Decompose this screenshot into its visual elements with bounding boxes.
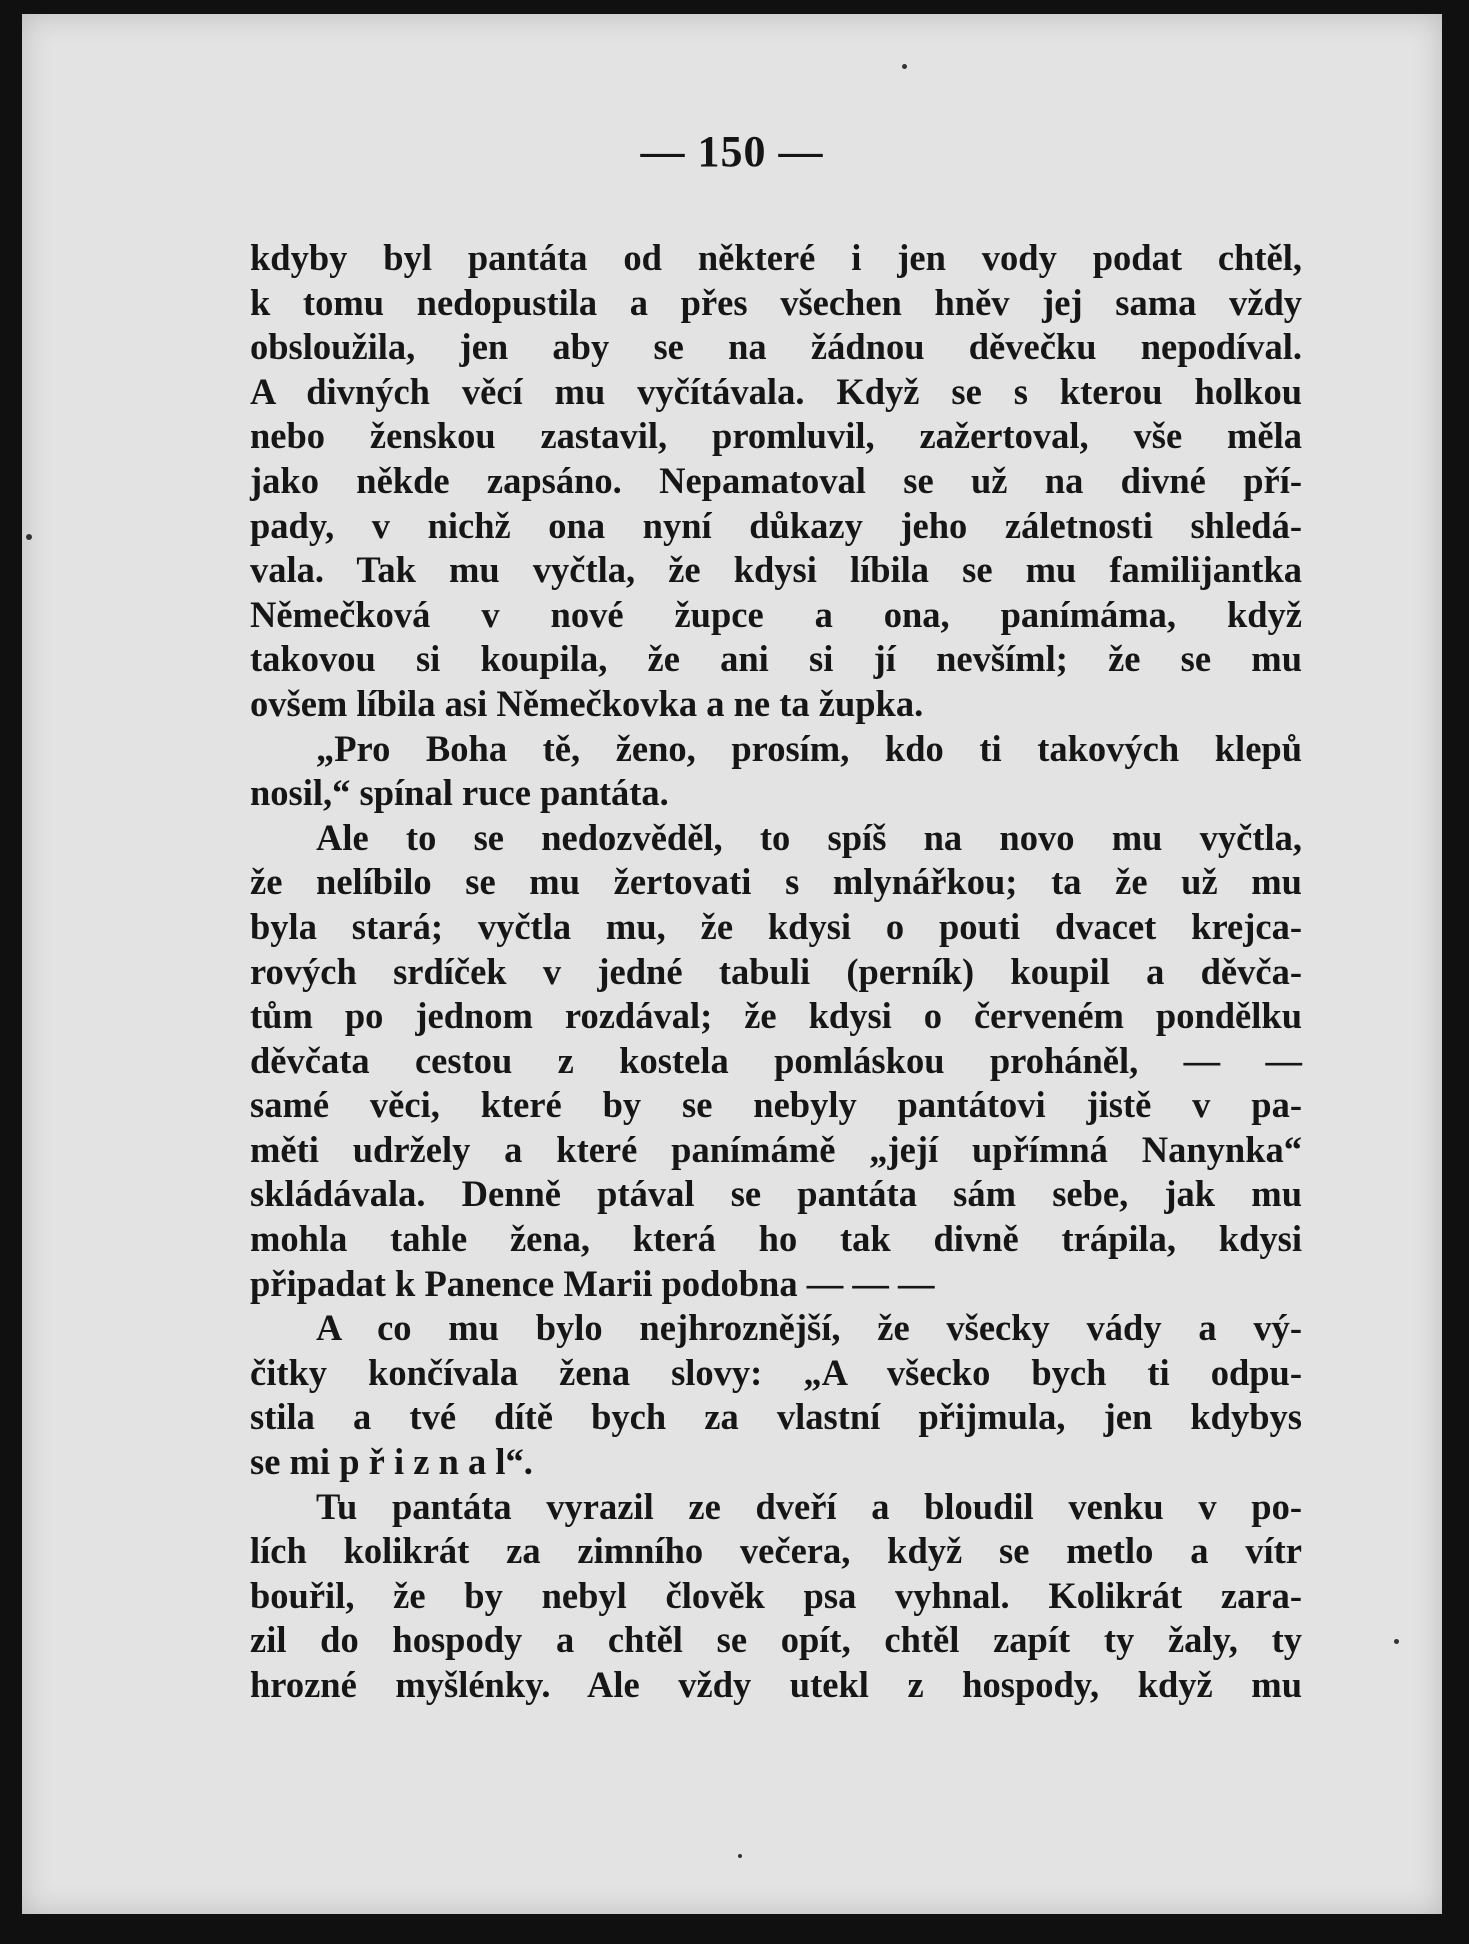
text-line: byla stará; vyčtla mu, že kdysi o pouti dvacet krejca- bbox=[250, 905, 1302, 947]
text-line: pady, v nichž ona nyní důkazy jeho záletnosti shledá- bbox=[250, 504, 1302, 546]
text-line: hrozné myšlénky. Ale vždy utekl z hospody, když mu bbox=[250, 1664, 1302, 1705]
text-line: stila a tvé dítě bych za vlastní přijmula, jen kdybys bbox=[250, 1396, 1302, 1438]
text-line: Němečková v nové župce a ona, panímáma, když bbox=[250, 593, 1302, 635]
text-line: mohla tahle žena, která ho tak divně trápila, kdysi bbox=[250, 1218, 1302, 1260]
text-line: „Pro Boha tě, ženo, prosím, kdo ti takových klepů bbox=[316, 727, 1302, 769]
paper-speck bbox=[26, 534, 32, 540]
text-line: nosil,“ spínal ruce pantáta. bbox=[250, 772, 669, 814]
text-line: k tomu nedopustila a přes všechen hněv jej sama vždy bbox=[250, 281, 1302, 323]
text-line: takovou si koupila, že ani si jí nevšíml; že se mu bbox=[250, 638, 1302, 680]
text-line: Ale to se nedozvěděl, to spíš na novo mu vyčtla, bbox=[316, 816, 1302, 858]
body-text bbox=[250, 236, 1302, 1708]
text-line: vala. Tak mu vyčtla, že kdysi líbila se mu familijantka bbox=[250, 549, 1302, 591]
text-line: připadat k Panence Marii podobna — — — bbox=[250, 1262, 935, 1304]
paper-speck bbox=[902, 64, 907, 69]
page-number: — 150 — bbox=[640, 127, 824, 176]
text-line: zil do hospody a chtěl se opít, chtěl zapít ty žaly, ty bbox=[250, 1619, 1302, 1661]
text-line: samé věci, které by se nebyly pantátovi jistě v pa- bbox=[250, 1084, 1302, 1126]
text-line: rových srdíček v jedné tabuli (perník) koupil a děvča- bbox=[250, 950, 1302, 992]
text-line: skládávala. Denně ptával se pantáta sám sebe, jak mu bbox=[250, 1173, 1302, 1215]
text-line: bouřil, že by nebyl člověk psa vyhnal. Kolikrát zara- bbox=[250, 1574, 1302, 1616]
text-line: děvčata cestou z kostela pomláskou proháněl, — — bbox=[250, 1039, 1302, 1081]
text-line: lích kolikrát za zimního večera, když se metlo a vítr bbox=[250, 1530, 1302, 1572]
paper-speck bbox=[1394, 1639, 1399, 1644]
text-line: se mi p ř i z n a l“. bbox=[250, 1441, 533, 1483]
text-line: čitky končívala žena slovy: „A všecko bych ti odpu- bbox=[250, 1351, 1302, 1393]
text-line: nebo ženskou zastavil, promluvil, zažertoval, vše měla bbox=[250, 415, 1302, 457]
text-line: že nelíbilo se mu žertovati s mlynářkou; ta že už mu bbox=[250, 861, 1302, 903]
paper-speck bbox=[738, 1854, 742, 1858]
text-line: jako někde zapsáno. Nepamatoval se už na divné pří- bbox=[250, 459, 1302, 501]
text-line: A divných věcí mu vyčítávala. Když se s kterou holkou bbox=[250, 370, 1302, 412]
book-page bbox=[22, 14, 1442, 1914]
text-line: tům po jednom rozdával; že kdysi o červeném pondělku bbox=[250, 995, 1302, 1037]
text-line: A co mu bylo nejhroznější, že všecky vády a vý- bbox=[316, 1307, 1302, 1349]
text-line: kdyby byl pantáta od některé i jen vody podat chtěl, bbox=[250, 237, 1302, 278]
text-line: obsloužila, jen aby se na žádnou děvečku nepodíval. bbox=[250, 326, 1302, 368]
text-line: měti udržely a které panímámě „její upřímná Nanynka“ bbox=[250, 1128, 1302, 1170]
text-line: ovšem líbila asi Němečkovka a ne ta župka. bbox=[250, 682, 924, 724]
text-line: Tu pantáta vyrazil ze dveří a bloudil venku v po- bbox=[316, 1485, 1302, 1527]
